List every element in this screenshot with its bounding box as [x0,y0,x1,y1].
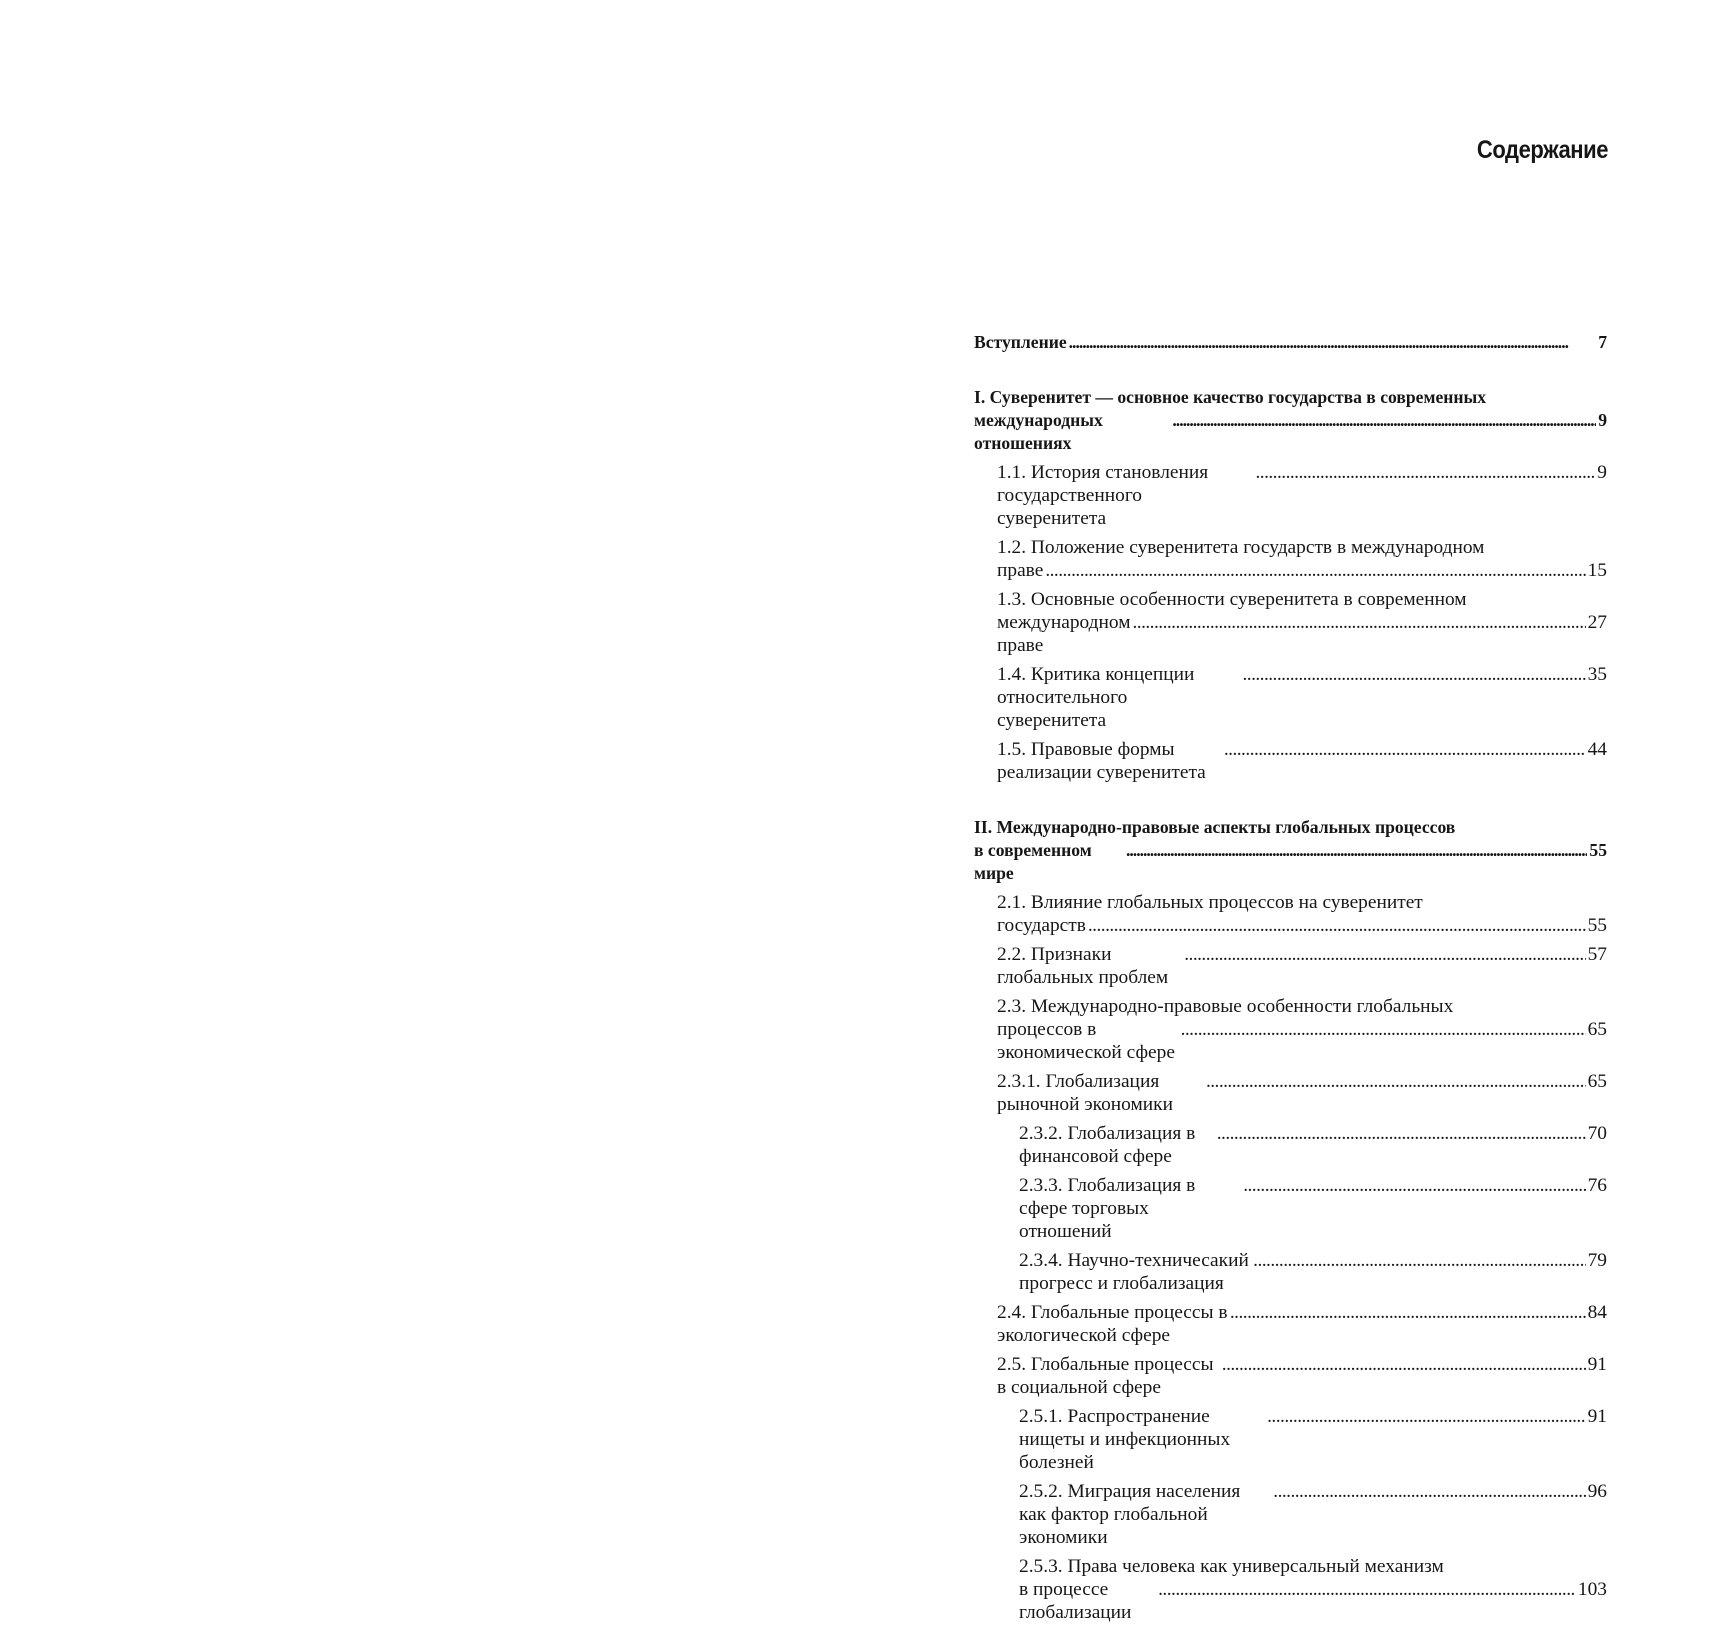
toc-page-number: 96 [1587,1481,1607,1502]
toc-entry-text-line2: международном праве [997,612,1131,656]
toc-entry-1-1[interactable] [974,461,1607,530]
dot-leader [1045,559,1585,582]
toc-entry-2-5-2[interactable] [974,1480,1607,1549]
dot-leader [1069,331,1597,354]
toc-entry-text-line2: в современном мире [974,840,1092,883]
toc-entry-text: 2.3.2. Глобализация в финансовой сфере [1019,1123,1196,1167]
toc-page-number: 91 [1587,1406,1607,1427]
toc-entry-2-3-3[interactable] [974,1174,1607,1243]
dot-leader [1273,1480,1585,1503]
toc-entry-1-2[interactable] [974,536,1607,582]
dot-leader [1224,738,1586,761]
toc-entry-text: 2.2. Признаки глобальных проблем [997,944,1169,988]
toc-entry-2-1[interactable] [974,891,1607,937]
table-of-contents [974,331,1607,1630]
toc-entry-text-line2: в процессе глобализации [1019,1579,1132,1623]
toc-entry-text: 1.4. Критика концепции относительного суверенитета [997,664,1195,731]
toc-page-number: 70 [1587,1123,1607,1144]
dot-leader [1206,1070,1586,1093]
toc-page-number: 55 [1587,915,1607,936]
toc-entry-text-line1: 2.3. Международно-правовые особенности глобальных [997,996,1454,1017]
toc-entry-2-3-4[interactable] [974,1249,1607,1295]
dot-leader [1253,1249,1585,1272]
dot-leader [1243,1174,1585,1197]
dot-leader [1267,1405,1585,1428]
dot-leader [1184,943,1585,966]
dot-leader [1222,1353,1586,1376]
toc-entry-2-3[interactable] [974,995,1607,1064]
toc-entry-text-line2: процессов в экономической сфере [997,1019,1175,1063]
toc-entry-text-line2: международных отношениях [974,410,1103,453]
dot-leader [1256,461,1596,484]
toc-entry-text: Вступление [974,332,1067,352]
dot-leader [1181,1018,1586,1041]
dot-leader [1126,839,1587,862]
toc-entry-text-line2: праве [997,560,1044,581]
toc-entry-2-3-1[interactable] [974,1070,1607,1116]
toc-entry-1-4[interactable] [974,663,1607,732]
dot-leader [1158,1578,1576,1601]
toc-entry-text: 2.5.1. Распространение нищеты и инфекционных болезней [1019,1406,1231,1473]
toc-entry-2-5[interactable] [974,1353,1607,1399]
toc-page-number: 27 [1587,612,1607,633]
toc-entry-text-line1: 1.2. Положение суверенитета государств в международном [997,537,1485,558]
toc-entry-2-5-3[interactable] [974,1555,1607,1624]
toc-entry-part-1[interactable] [974,386,1607,455]
toc-page-number: 91 [1587,1354,1607,1375]
toc-page-number: 76 [1587,1175,1607,1196]
dot-leader [1133,611,1586,634]
toc-entry-text: 1.1. История становления государственного суверенитета [997,462,1209,529]
toc-page-number: 35 [1587,664,1607,685]
toc-entry-text-line1: 2.1. Влияние глобальных процессов на суверенитет [997,892,1423,913]
toc-page-number: 79 [1587,1250,1607,1271]
toc-page-number: 55 [1589,840,1607,860]
dot-leader [1172,409,1596,432]
toc-entry-intro[interactable] [974,331,1607,354]
toc-entry-text-line1: II. Международно-правовые аспекты глобальных процессов [974,817,1456,837]
toc-entry-text-line2: государств [997,915,1086,936]
toc-page-number: 65 [1587,1071,1607,1092]
toc-entry-part-2[interactable] [974,816,1607,885]
toc-entry-1-3[interactable] [974,588,1607,657]
toc-page-number: 9 [1598,410,1607,430]
toc-page-number: 9 [1597,462,1607,483]
toc-entry-2-5-1[interactable] [974,1405,1607,1474]
toc-entry-text-line1: I. Суверенитет — основное качество государства в современных [974,387,1487,407]
toc-entry-2-2[interactable] [974,943,1607,989]
toc-page-number: 84 [1587,1302,1607,1323]
dot-leader [1230,1301,1586,1324]
toc-page-number: 65 [1587,1019,1607,1040]
page-title: Содержание [1476,136,1608,164]
dot-leader [1088,914,1586,937]
toc-entry-text: 2.3.3. Глобализация в сфере торговых отношений [1019,1175,1196,1242]
toc-entry-text: 1.5. Правовые формы реализации суверенитета [997,739,1206,783]
dot-leader [1242,663,1585,686]
toc-entry-1-5[interactable] [974,738,1607,784]
toc-page-number: 44 [1587,739,1607,760]
dot-leader [1217,1122,1586,1145]
toc-entry-2-4[interactable] [974,1301,1607,1347]
toc-entry-text: 2.3.1. Глобализация рыночной экономики [997,1071,1173,1115]
toc-page-number: 57 [1587,944,1607,965]
toc-entry-2-3-2[interactable] [974,1122,1607,1168]
toc-page-number: 103 [1577,1579,1607,1600]
toc-entry-text: 2.4. Глобальные процессы в экологической сфере [997,1302,1228,1346]
toc-entry-text: 2.5.2. Миграция населения как фактор глобальной экономики [1019,1481,1241,1548]
toc-page-number: 15 [1587,560,1607,581]
toc-entry-text-line1: 2.5.3. Права человека как универсальный механизм [1019,1556,1444,1577]
toc-entry-text: 2.5. Глобальные процессы в социальной сфере [997,1354,1214,1398]
toc-page-number: 7 [1598,332,1607,352]
toc-entry-text: 2.3.4. Научно-техничесакий прогресс и глобализация [1019,1250,1249,1294]
toc-entry-text-line1: 1.3. Основные особенности суверенитета в современном [997,589,1467,610]
